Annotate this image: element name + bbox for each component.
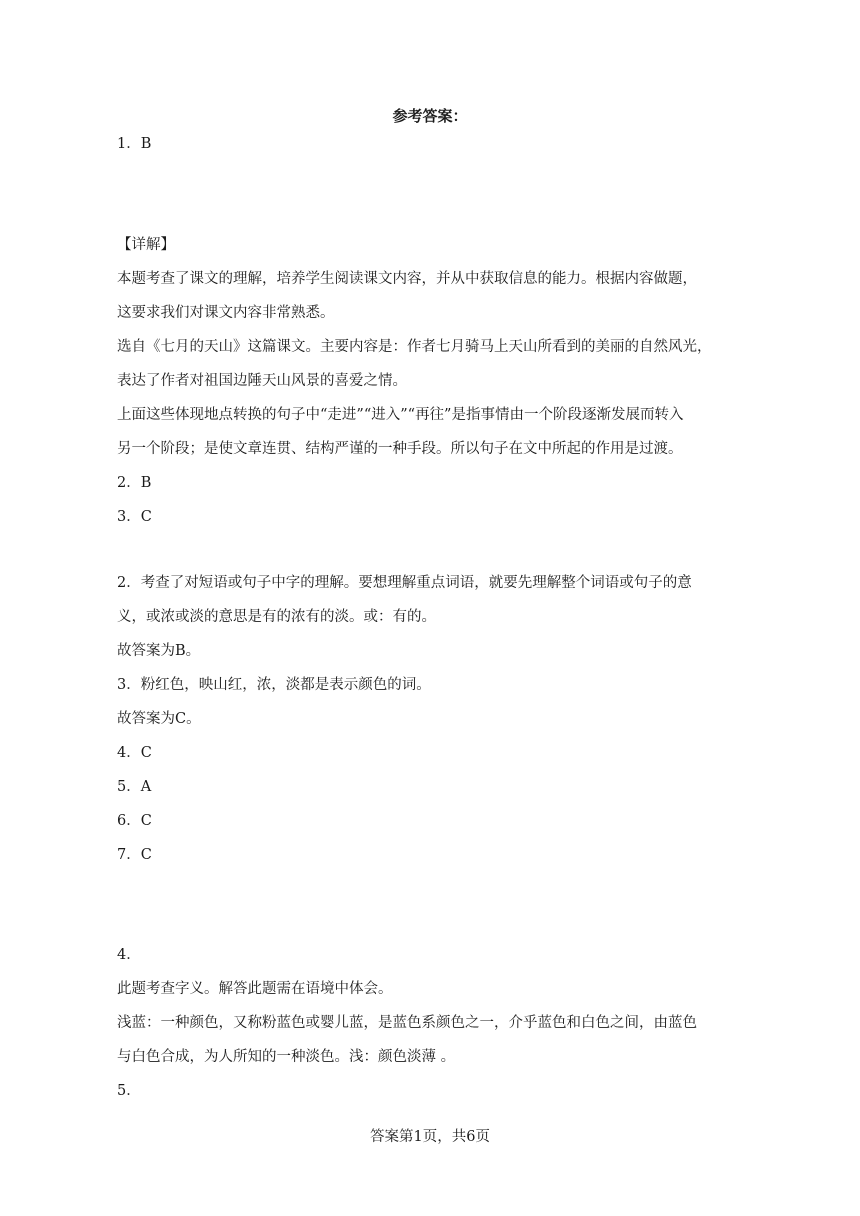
page-title: 参考答案： (392, 107, 468, 125)
explanation-line: 与白色合成，为人所知的一种淡色。浅：颜色淡薄 。 (117, 1049, 456, 1065)
answer-line: 5． (117, 1083, 141, 1099)
explanation-line: 浅蓝：一种颜色，又称粉蓝色或婴儿蓝，是蓝色系颜色之一，介乎蓝色和白色之间，由蓝色 (117, 1015, 697, 1031)
explanation-line: 选自《七月的天山》这篇课文。主要内容是：作者七月骑马上天山所看到的美丽的自然风光， (117, 339, 712, 355)
answer-line: 1．B (117, 136, 152, 152)
explanation-line: 故答案为C。 (117, 711, 201, 727)
answer-line: 6．C (117, 813, 152, 829)
answer-line: 4．C (117, 745, 152, 761)
explanation-line: 这要求我们对课文内容非常熟悉。 (117, 305, 335, 321)
explanation-line: 义，或浓或淡的意思是有的浓有的淡。或：有的。 (117, 609, 436, 625)
section-heading: 【详解】 (117, 237, 175, 253)
explanation-line: 上面这些体现地点转换的句子中“走进”“进入”“再往”是指事情由一个阶段逐渐发展而转入 (117, 407, 684, 423)
explanation-line: 另一个阶段；是使文章连贯、结构严谨的一种手段。所以句子在文中所起的作用是过渡。 (117, 441, 683, 457)
explanation-line: 故答案为B。 (117, 643, 201, 659)
answer-line: 4． (117, 947, 141, 963)
page-footer: 答案第1页，共6页 (370, 1129, 490, 1145)
explanation-line: 表达了作者对祖国边陲天山风景的喜爱之情。 (117, 373, 407, 389)
answer-line: 7．C (117, 847, 152, 863)
explanation-line: 本题考查了课文的理解，培养学生阅读课文内容，并从中获取信息的能力。根据内容做题， (117, 271, 697, 287)
explanation-line: 3．粉红色，映山红，浓，淡都是表示颜色的词。 (117, 677, 431, 693)
answer-line: 2．B (117, 475, 152, 491)
answer-line: 5．A (117, 779, 152, 795)
explanation-line: 此题考查字义。解答此题需在语境中体会。 (117, 981, 393, 997)
explanation-line: 2．考查了对短语或句子中字的理解。要想理解重点词语，就要先理解整个词语或句子的意 (117, 575, 692, 591)
answer-line: 3．C (117, 509, 152, 525)
